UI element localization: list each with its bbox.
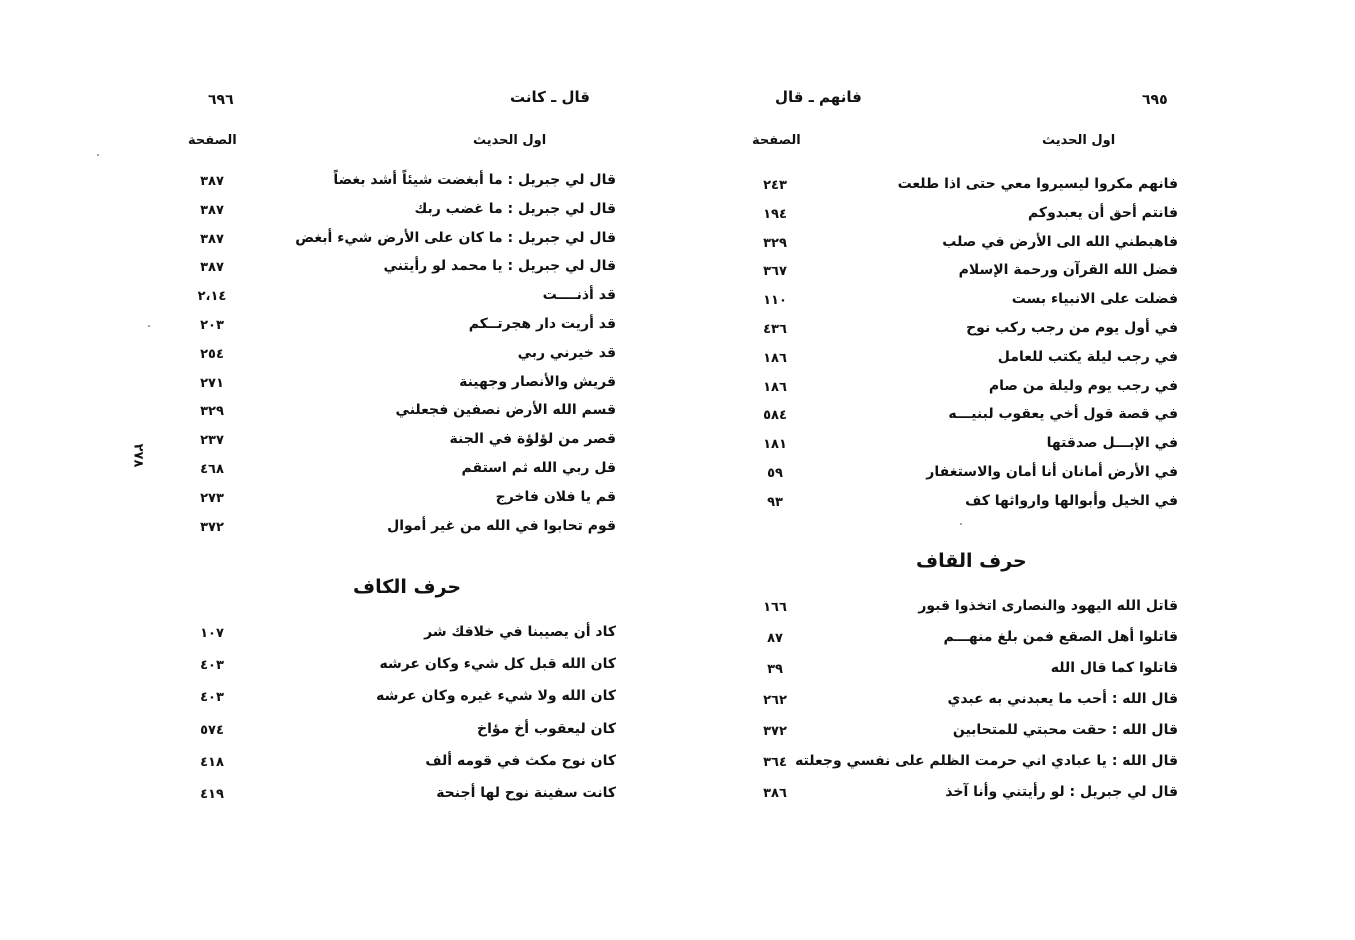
entry-page-number: ٣٨٧: [200, 260, 224, 276]
entry-page-number: ٤٠٣: [200, 658, 224, 674]
entry-text: كان الله قبل كل شيء وكان عرشه: [379, 656, 616, 673]
entry-page-number: ٢،١٤: [197, 289, 227, 305]
entry-text: قل ربي الله ثم استقم: [461, 460, 616, 476]
scan-speck: [97, 154, 99, 156]
entry-page-number: ٤٣٦: [763, 322, 787, 337]
scan-speck: [148, 325, 150, 327]
entry-page-number: ١٨٦: [763, 379, 787, 395]
entry-page-number: ٣٢٩: [763, 235, 787, 251]
entry-page-number: ٣٦٤: [763, 755, 787, 770]
entry-page-number: ٤٦٨: [200, 462, 224, 477]
entry-text: في رجب ليلة يكتب للعامل: [997, 348, 1178, 365]
entry-page-number: ٤٠٣: [200, 690, 224, 706]
entry-text: فانهم مكروا ليسيروا معي حتى اذا طلعت: [897, 176, 1178, 192]
entry-page-number: ٩٣: [767, 494, 783, 510]
entry-page-number: ٣٧٢: [200, 519, 224, 535]
entry-text: قال الله : حقت محبتي للمتحابين: [952, 722, 1178, 738]
entry-text: كان الله ولا شيء غيره وكان عرشه: [376, 688, 616, 705]
entry-text: كاد أن يصيبنا في خلافك شر: [424, 624, 616, 640]
entry-page-number: ٤١٨: [200, 754, 224, 770]
entry-page-number: ٣٢٩: [200, 404, 224, 420]
running-header: قال ـ كانت: [510, 88, 590, 106]
entry-page-number: ٢٥٤: [200, 346, 224, 362]
entry-page-number: ٣٩: [767, 662, 783, 677]
entry-text: قال لي جبريل : لو رأيتني وأنا آخذ: [945, 784, 1178, 800]
entry-text: في الخيل وأبوالها وارواثها كف: [965, 492, 1178, 509]
entry-text: في الإبـــل صدقتها: [1046, 435, 1178, 452]
entry-page-number: ٥٨٤: [763, 408, 787, 424]
entry-page-number: ٣٧٢: [763, 724, 787, 739]
entry-text: قال لي جبريل : يا محمد لو رأيتني: [383, 258, 616, 275]
entry-text: قسم الله الأرض نصفين فجعلني: [395, 402, 616, 419]
entry-text: قال لي جبريل : ما كان على الأرض شيء أبغض: [295, 229, 616, 246]
entry-text: قوم تحابوا في الله من غير أموال: [387, 517, 616, 534]
running-header: فانهم ـ قال: [775, 88, 862, 106]
entry-page-number: ٣٨٧: [200, 231, 224, 247]
entry-page-number: ١٨٦: [763, 350, 787, 366]
entry-text: قد أذنــــت: [542, 287, 616, 304]
column-header-page: الصفحة: [188, 133, 237, 148]
column-header-page: الصفحة: [752, 133, 801, 148]
entry-text: قال الله : أحب ما يعبدني به عبدي: [947, 691, 1178, 707]
entry-page-number: ٢٤٣: [763, 178, 787, 193]
entry-text: كانت سفينة نوح لها أجنحة: [436, 785, 616, 801]
entry-text: قال الله : يا عبادي اني حرمت الظلم على نفسي وجعلته: [795, 753, 1178, 769]
entry-page-number: ٥٧٤: [200, 722, 224, 738]
left-page: [170, 0, 630, 940]
entry-page-number: ٥٩: [767, 466, 783, 481]
column-header-text: اول الحديث: [1042, 133, 1116, 148]
entry-text: في أول يوم من رجب ركب نوح: [966, 320, 1178, 336]
entry-text: كان ليعقوب أخ مؤاخ: [477, 720, 616, 737]
entry-page-number: ٢٦٢: [763, 693, 787, 708]
entry-text: قال لي جبريل : ما غضب ربك: [414, 200, 616, 217]
entry-text: قم يا فلان فاخرج: [495, 488, 616, 505]
entry-text: فانتم أحق أن يعبدوكم: [1027, 204, 1178, 221]
entry-text: قاتلوا أهل الصقع فمن بلغ منهـــم: [943, 629, 1178, 645]
entry-text: قد أريت دار هجرتــكم: [468, 316, 616, 332]
entry-page-number: ٤١٩: [200, 787, 224, 802]
entry-text: قال لي جبريل : ما أبغضت شيئاً أشد بغضاً: [333, 172, 616, 188]
entry-text: كان نوح مكث في قومه ألف: [425, 752, 616, 769]
entry-page-number: ١١٠: [763, 293, 787, 309]
entry-page-number: ٣٨٦: [763, 786, 787, 801]
entry-text: في الأرض أمانان أنا أمان والاستغفار: [926, 464, 1178, 480]
entry-text: قصر من لؤلؤة في الجنة: [449, 431, 616, 448]
entry-page-number: ٢٧٣: [200, 490, 224, 506]
entry-text: قاتلوا كما قال الله: [1050, 660, 1178, 676]
entry-page-number: ٨٧: [767, 631, 783, 646]
entry-page-number: ١٠٧: [200, 626, 224, 641]
column-header-text: اول الحديث: [473, 133, 547, 148]
entry-page-number: ١٩٤: [763, 206, 787, 222]
entry-text: في رجب يوم وليلة من صام: [988, 377, 1178, 394]
entry-text: فاهبطني الله الى الأرض في صلب: [942, 233, 1178, 250]
entry-page-number: ٢٧١: [200, 375, 224, 391]
entry-text: في قصة قول أخي يعقوب لبنيـــه: [948, 406, 1178, 423]
page-number: ٦٩٦: [208, 92, 234, 108]
page-number: ٦٩٥: [1142, 92, 1168, 108]
margin-number: ٢٧٨: [130, 443, 146, 468]
entry-text: قريش والأنصار وجهينة: [459, 373, 616, 390]
entry-page-number: ٣٨٧: [200, 174, 224, 189]
entry-page-number: ٢٠٣: [200, 318, 224, 333]
right-page: [740, 0, 1200, 940]
section-title: حرف الكاف: [353, 576, 462, 598]
entry-text: فضلت على الانبياء بست: [1011, 291, 1178, 308]
entry-page-number: ٢٣٧: [200, 433, 224, 449]
entry-text: قد خيرني ربي: [517, 344, 616, 361]
entry-page-number: ٣٦٧: [763, 264, 787, 280]
entry-text: قاتل الله اليهود والنصارى اتخذوا قبور: [918, 598, 1178, 614]
entry-page-number: ١٨١: [763, 437, 787, 453]
entry-text: فضل الله القرآن ورحمة الإسلام: [958, 262, 1178, 279]
scan-speck: [960, 523, 962, 525]
entry-page-number: ١٦٦: [763, 600, 787, 615]
section-title: حرف القاف: [916, 550, 1027, 572]
entry-page-number: ٣٨٧: [200, 202, 224, 218]
